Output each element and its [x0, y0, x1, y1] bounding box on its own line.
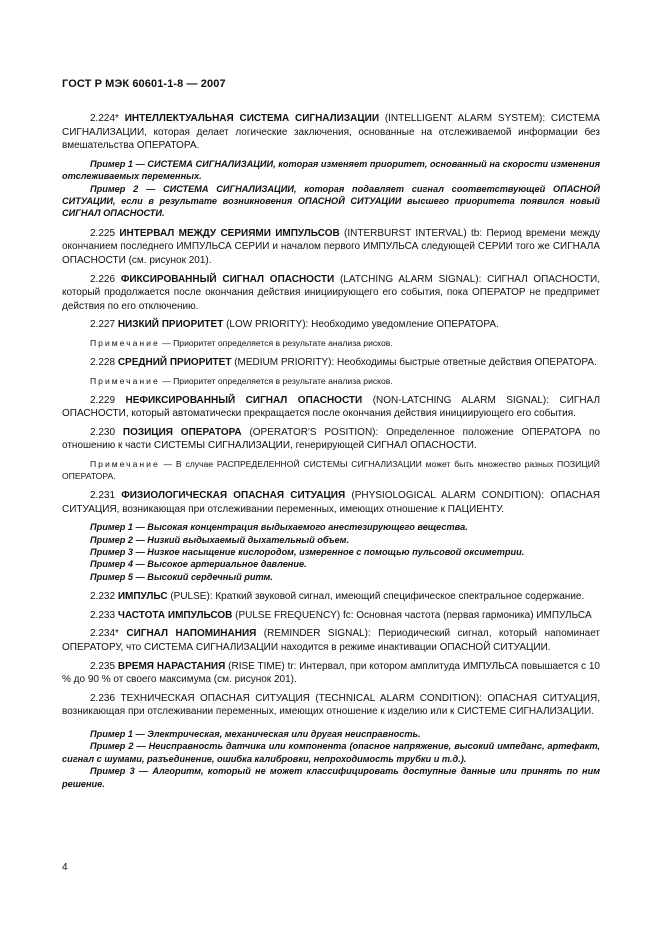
- example-item: Пример 5 — Высокий сердечный ритм.: [90, 571, 273, 582]
- examples-2224: [62, 158, 600, 220]
- document-header: ГОСТ Р МЭК 60601-1-8 — 2007: [62, 78, 226, 90]
- term: ИМПУЛЬС: [117, 591, 168, 603]
- example-item: Пример 2 — СИСТЕМА СИГНАЛИЗАЦИИ, которая подавляет сигнал соответствующей ОПАСНОЙ СИТУАЦИИ, если в результате возникновения ОПАСНОЙ СИТУАЦИИ высшего приоритета появился новый СИГНАЛ ОПАСНОСТИ.: [62, 183, 600, 219]
- example-item: Пример 2 — Низкий выдыхаемый дыхательный объем.: [90, 534, 350, 545]
- definition-2235: 2.235 ВРЕМЯ НАРАСТАНИЯ (RISE TIME) tr: Интервал, при котором амплитуда ИМПУЛЬСА повышается с 10 % до 90 % от своего максимума (см. рисунок 201).: [62, 660, 600, 686]
- definition-2232: 2.232 ИМПУЛЬС (PULSE): Краткий звуковой сигнал, имеющий специфическое спектральное содержание.: [90, 591, 585, 603]
- note-2228: Примечание — Приоритет определяется в результате анализа рисков.: [90, 375, 393, 386]
- definition-2224: 2.224* ИНТЕЛЛЕКТУАЛЬНАЯ СИСТЕМА СИГНАЛИЗАЦИИ (INTELLIGENT ALARM SYSTEM): СИСТЕМА СИГНАЛИЗАЦИИ, которая делает логические заключения, основанные на отслеживаемой информации без вмешательства ОПЕРАТОРА.: [62, 113, 601, 152]
- definition-2227: 2.227 НИЗКИЙ ПРИОРИТЕТ (LOW PRIORITY): Необходимо уведомление ОПЕРАТОРА.: [90, 319, 499, 331]
- example-item: Пример 1 — Высокая концентрация выдыхаемого анестезирующего вещества.: [90, 522, 468, 533]
- term: ВРЕМЯ НАРАСТАНИЯ: [117, 660, 226, 672]
- term: НИЗКИЙ ПРИОРИТЕТ: [117, 319, 224, 331]
- term: ФИКСИРОВАННЫЙ СИГНАЛ ОПАСНОСТИ: [120, 273, 335, 285]
- term: ЧАСТОТА ИМПУЛЬСОВ: [117, 609, 233, 621]
- term: НЕФИКСИРОВАННЫЙ СИГНАЛ ОПАСНОСТИ: [125, 394, 363, 406]
- definition-2225: 2.225 ИНТЕРВАЛ МЕЖДУ СЕРИЯМИ ИМПУЛЬСОВ (INTERBURST INTERVAL) tb: Период времени между окончанием последнего ИМПУЛЬСА СЕРИИ и началом первого ИМПУЛЬСА следующей СЕРИИ того же СИГНАЛА ОПАСНОСТИ (см. рисунок 201).: [62, 227, 600, 266]
- examples-2236: [62, 728, 600, 790]
- page-number: 4: [62, 862, 68, 873]
- definition-2229: 2.229 НЕФИКСИРОВАННЫЙ СИГНАЛ ОПАСНОСТИ (NON-LATCHING ALARM SIGNAL): СИГНАЛ ОПАСНОСТИ, который автоматически прекращается после окончания действия инициирующего его события.: [62, 394, 601, 420]
- definition-2230: 2.230 ПОЗИЦИЯ ОПЕРАТОРА (OPERATOR'S POSITION): Определенное положение ОПЕРАТОРА по отношению к части СИСТЕМЫ СИГНАЛИЗАЦИИ, генерирующей СИГНАЛ ОПАСНОСТИ.: [62, 426, 601, 452]
- term: ФИЗИОЛОГИЧЕСКАЯ ОПАСНАЯ СИТУАЦИЯ: [121, 489, 346, 501]
- definition-2233: 2.233 ЧАСТОТА ИМПУЛЬСОВ (PULSE FREQUENCY) fc: Основная частота (первая гармоника) ИМПУЛЬСА: [90, 609, 592, 621]
- example-item: Пример 1 — Электрическая, механическая или другая неисправность.: [90, 728, 421, 739]
- term: ПОЗИЦИЯ ОПЕРАТОРА: [122, 426, 242, 438]
- term: ИНТЕЛЛЕКТУАЛЬНАЯ СИСТЕМА СИГНАЛИЗАЦИИ: [124, 113, 380, 124]
- term: ИНТЕРВАЛ МЕЖДУ СЕРИЯМИ ИМПУЛЬСОВ: [119, 227, 340, 239]
- term: СРЕДНИЙ ПРИОРИТЕТ: [117, 356, 232, 368]
- definition-2228: 2.228 СРЕДНИЙ ПРИОРИТЕТ (MEDIUM PRIORITY): Необходимы быстрые ответные действия ОПЕРАТОРА.: [90, 356, 597, 368]
- definition-2226: 2.226 ФИКСИРОВАННЫЙ СИГНАЛ ОПАСНОСТИ (LATCHING ALARM SIGNAL): СИГНАЛ ОПАСНОСТИ, который продолжается после окончания действия инициирующего его события, пока ОПЕРАТОР не предпримет действия по его отключению.: [62, 273, 601, 312]
- term: СИГНАЛ НАПОМИНАНИЯ: [126, 628, 257, 640]
- definition-2236: 2.236 ТЕХНИЧЕСКАЯ ОПАСНАЯ СИТУАЦИЯ (TECHNICAL ALARM CONDITION): ОПАСНАЯ СИТУАЦИЯ, возникающая при отслеживании переменных, имеющих отношение к изделию или к СИСТЕМЕ СИГНАЛИЗАЦИИ.: [62, 692, 600, 718]
- examples-2231: [62, 521, 600, 583]
- example-item: Пример 2 — Неисправность датчика или компонента (опасное напряжение, высокий импеданс, артефакт, сигнал с шумами, разъединение, ошибка калибровки, непроходимость трубки и т.д.).: [62, 741, 600, 764]
- example-item: Пример 3 — Низкое насыщение кислородом, измеренное с помощью пульсовой оксиметрии.: [90, 546, 525, 557]
- example-item: Пример 4 — Высокое артериальное давление.: [90, 559, 307, 570]
- example-item: Пример 1 — СИСТЕМА СИГНАЛИЗАЦИИ, которая изменяет приоритет, основанный на скорости изменения отслеживаемых переменных.: [62, 158, 600, 182]
- note-2230: Примечание — В случае РАСПРЕДЕЛЕННОЙ СИСТЕМЫ СИГНАЛИЗАЦИИ может быть множество разных ПОЗИЦИЙ ОПЕРАТОРА.: [62, 458, 600, 481]
- definition-2234: 2.234* СИГНАЛ НАПОМИНАНИЯ (REMINDER SIGNAL): Периодический сигнал, который напоминает ОПЕРАТОРУ, что СИСТЕМА СИГНАЛИЗАЦИИ находится в режиме инактивации ОПАСНОЙ СИТУАЦИИ.: [62, 628, 600, 653]
- definition-2231: 2.231 ФИЗИОЛОГИЧЕСКАЯ ОПАСНАЯ СИТУАЦИЯ (PHYSIOLOGICAL ALARM CONDITION): ОПАСНАЯ СИТУАЦИЯ, возникающая при отслеживании переменных, имеющих отношение к ПАЦИЕНТУ.: [62, 489, 600, 515]
- document-page: [62, 78, 600, 797]
- example-item: Пример 3 — Алгоритм, который не может классифицировать доступные данные или принять по ним решение.: [62, 766, 600, 789]
- note-2227: Примечание — Приоритет определяется в результате анализа рисков.: [90, 337, 393, 348]
